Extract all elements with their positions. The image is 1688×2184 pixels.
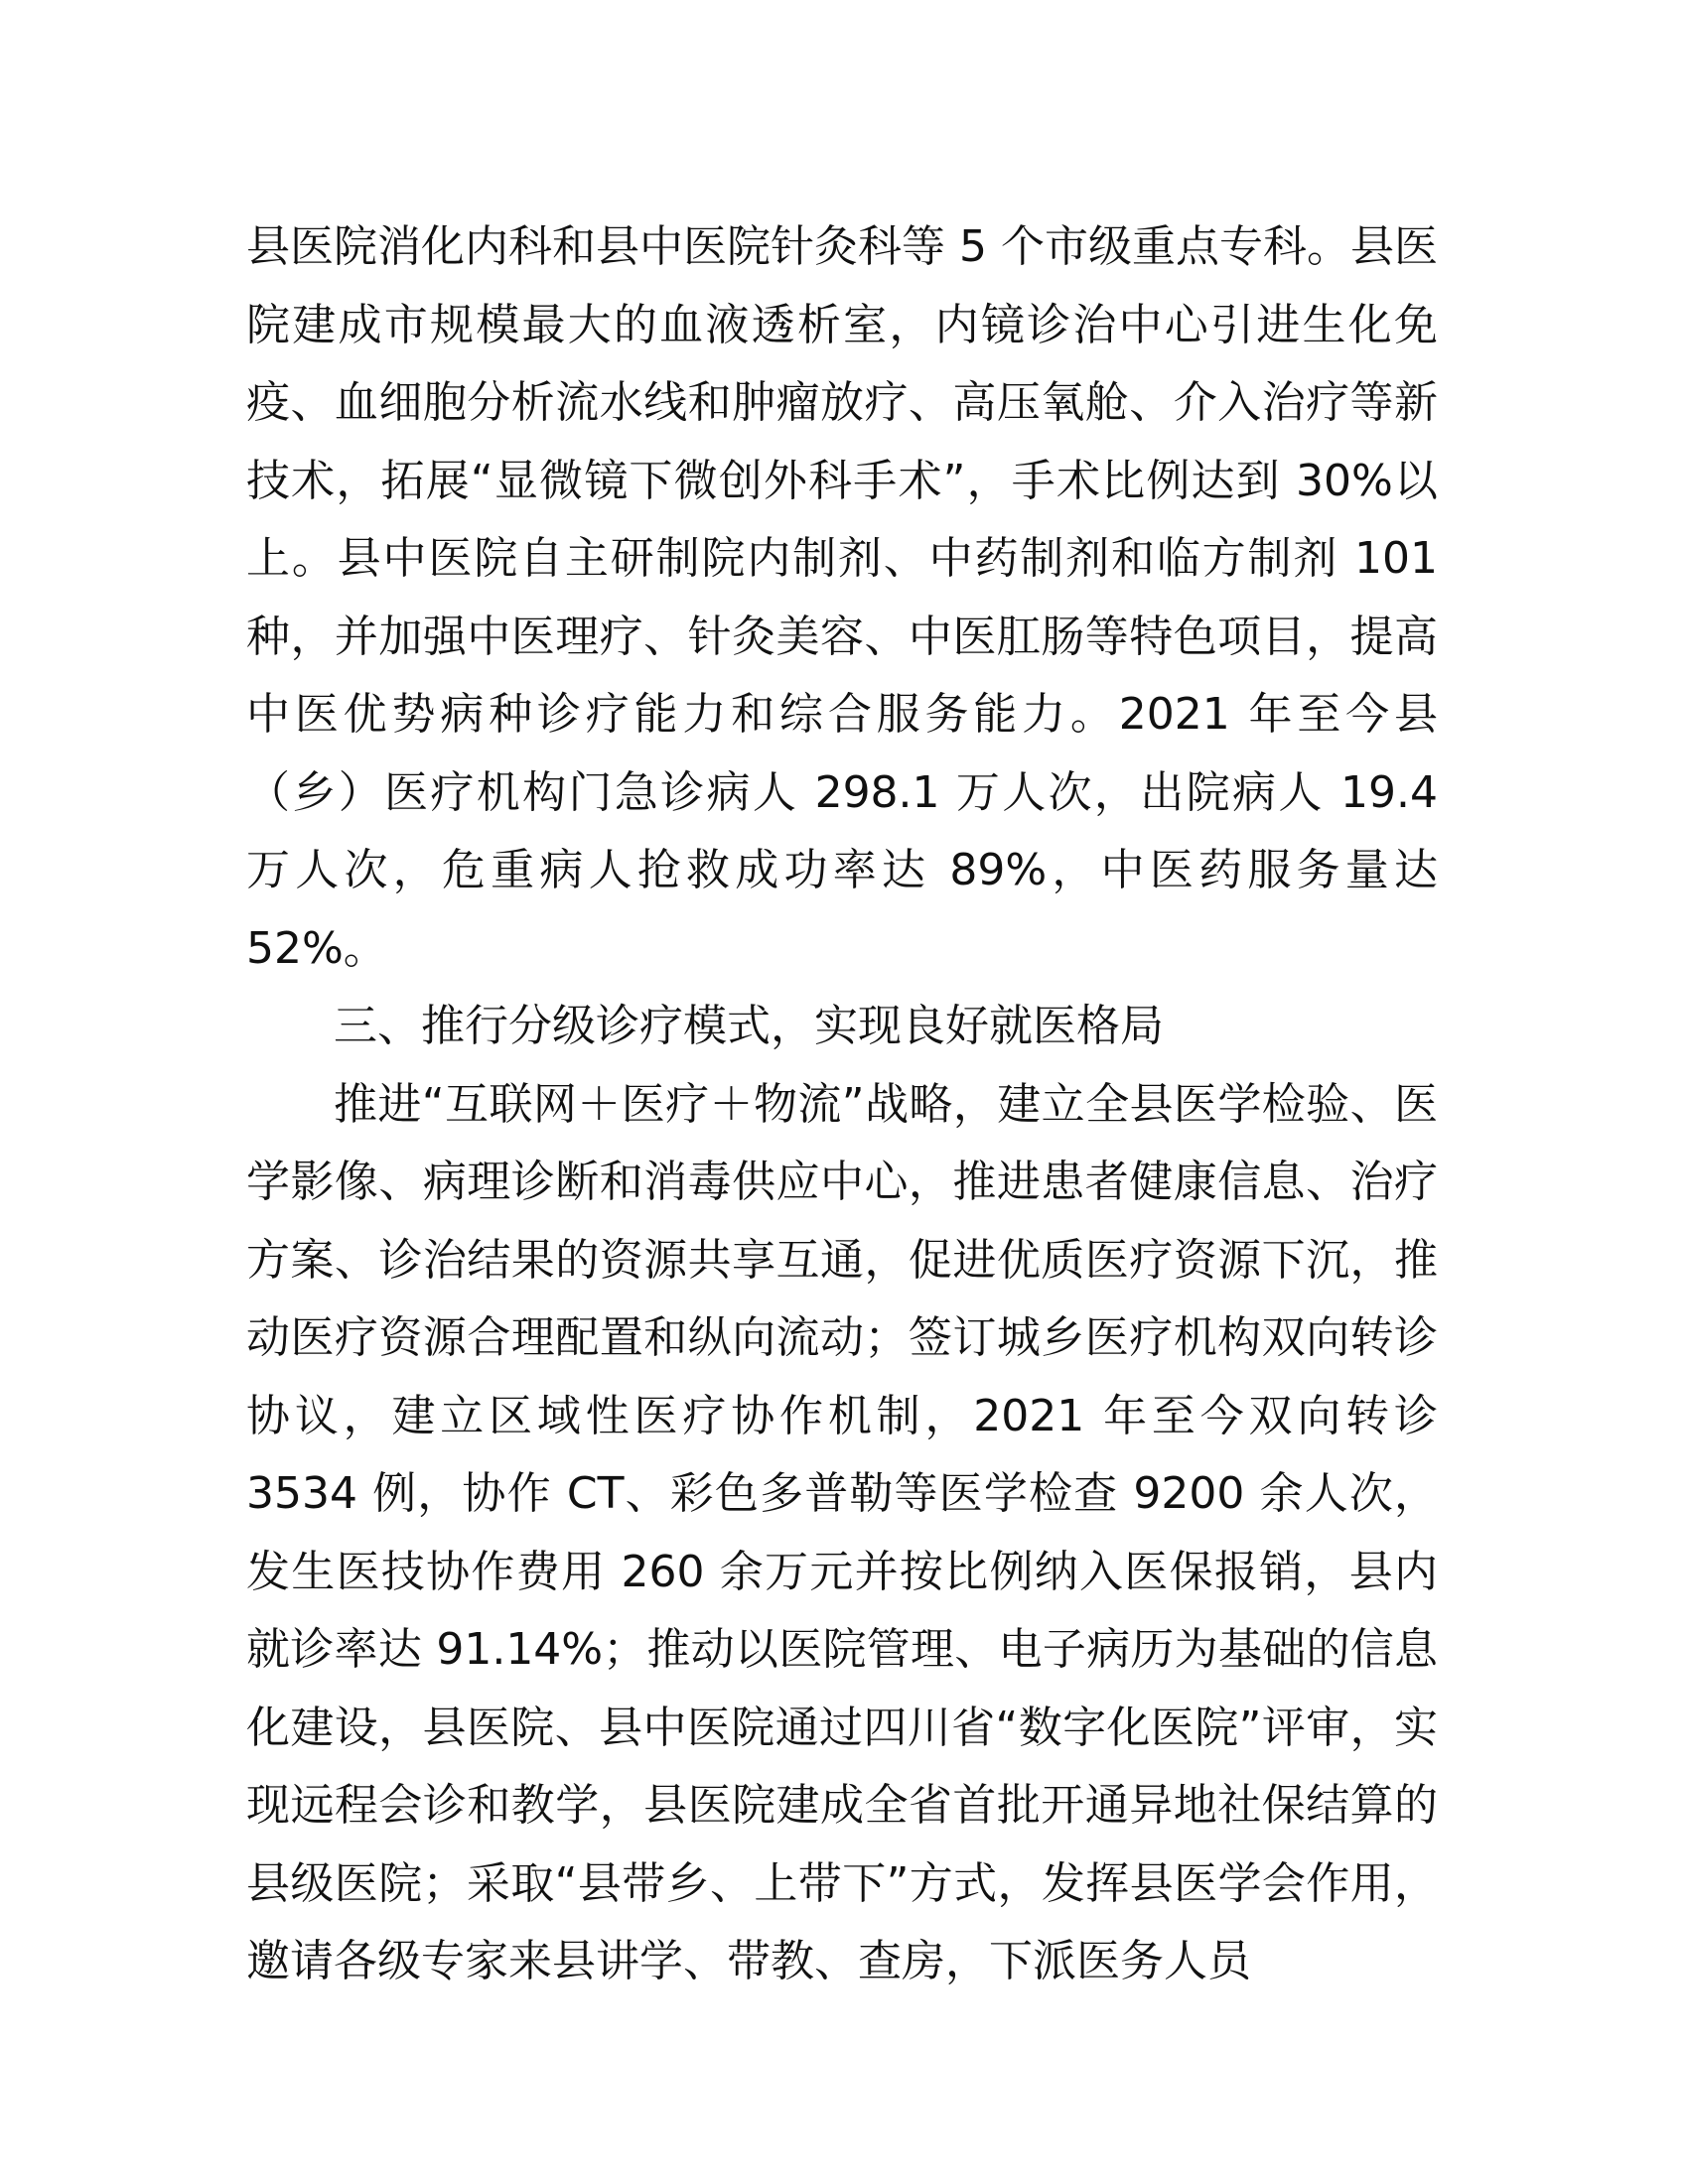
section-heading: 三、推行分级诊疗模式，实现良好就医格局 [334,1001,1164,1051]
document-body [246,208,1438,2001]
paragraph-continued: 县医院消化内科和县中医院针灸科等 5 个市级重点专科。县医院建成市规模最大的血液透析室，内镜诊治中心引进生化免疫、血细胞分析流水线和肿瘤放疗、高压氧舱、介入治疗等新技术，拓展“显微镜下微创外科手术”，手术比例达到 30%以上。县中医院自主研制院内制剂、中药制剂和临方制剂 101种，并加强中医理疗、针灸美容、中医肛肠等特色项目，提高中医优势病种诊疗能力和综合服务能力。2021 年至今县（乡）医疗机构门急诊病人 298.1 万人次，出院病人 19.4 万人次，危重病人抢救成功率达 89%，中医药服务量达 52%。 [246,221,1438,974]
paragraph-body: 推进“互联网＋医疗＋物流”战略，建立全县医学检验、医学影像、病理诊断和消毒供应中心，推进患者健康信息、治疗方案、诊治结果的资源共享互通，促进优质医疗资源下沉，推动医疗资源合理配置和纵向流动；签订城乡医疗机构双向转诊协议，建立区域性医疗协作机制，2021 年至今双向转诊3534 例，协作 CT、彩色多普勒等医学检查 9200 余人次，发生医技协作费用 260 余万元并按比例纳入医保报销，县内就诊率达 91.14%；推动以医院管理、电子病历为基础的信息化建设，县医院、县中医院通过四川省“数字化医院”评审，实现远程会诊和教学，县医院建成全省首批开通异地社保结算的县级医院；采取“县带乡、上带下”方式，发挥县医学会作用，邀请各级专家来县讲学、带教、查房，下派医务人员 [246,1078,1438,1986]
